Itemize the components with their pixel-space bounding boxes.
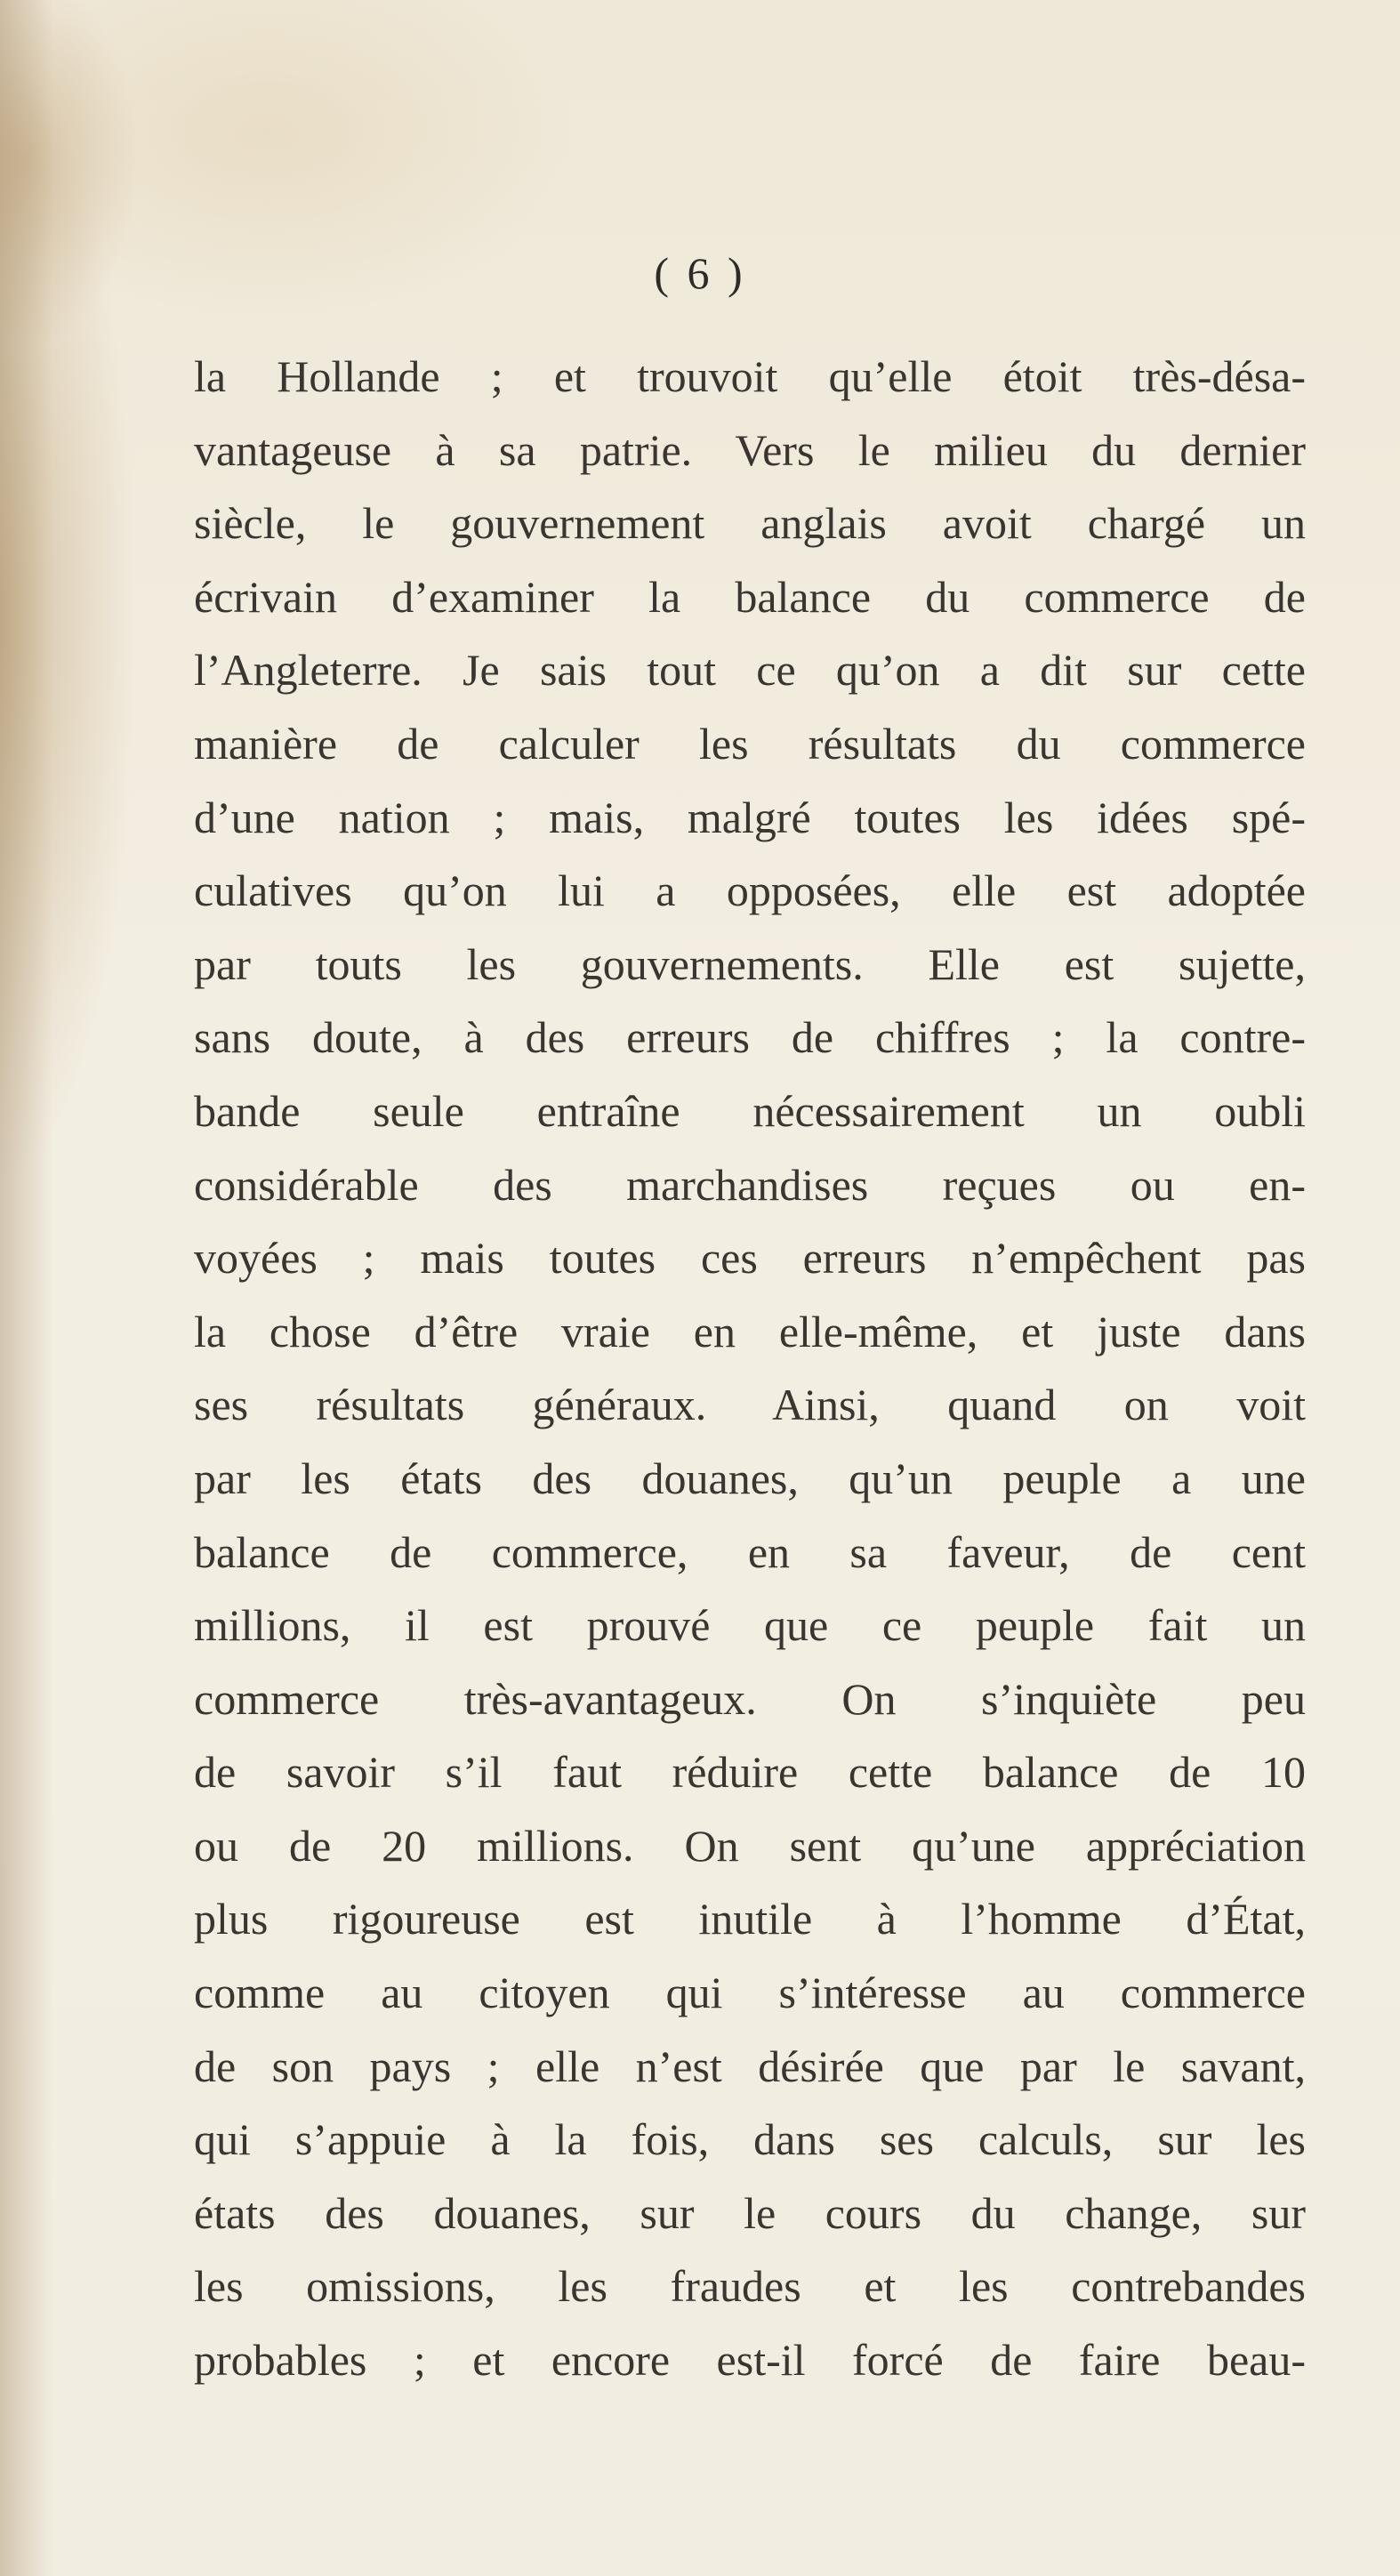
text-line: millions, il est prouvé que ce peuple fait un (194, 1600, 1306, 1651)
body-text (194, 340, 1306, 2397)
text-line: vantageuse à sa patrie. Vers le milieu du dernier (194, 424, 1306, 475)
text-line: culatives qu’on lui a opposées, elle est adoptée (194, 865, 1306, 916)
text-line: de savoir s’il faut réduire cette balance de 10 (194, 1747, 1306, 1798)
text-line: la Hollande ; et trouvoit qu’elle étoit très-désa- (194, 351, 1306, 401)
text-line: considérable des marchandises reçues ou en- (194, 1159, 1306, 1210)
text-line: siècle, le gouvernement anglais avoit chargé un (194, 498, 1306, 549)
text-line: par les états des douanes, qu’un peuple a une (194, 1453, 1306, 1503)
text-line: états des douanes, sur le cours du change, sur (194, 2187, 1306, 2238)
text-line: plus rigoureuse est inutile à l’homme d’État, (194, 1894, 1306, 1944)
page-edge-stain (0, 0, 53, 2576)
text-line: voyées ; mais toutes ces erreurs n’empêchent pas (194, 1233, 1306, 1284)
text-line: par touts les gouvernements. Elle est sujette, (194, 938, 1306, 989)
text-line: sans doute, à des erreurs de chiffres ; la contre- (194, 1012, 1306, 1063)
text-line: écrivain d’examiner la balance du commerce de (194, 571, 1306, 622)
text-line: de son pays ; elle n’est désirée que par le savant, (194, 2041, 1306, 2091)
text-line: la chose d’être vraie en elle-même, et juste dans (194, 1306, 1306, 1356)
text-line: bande seule entraîne nécessairement un oubli (194, 1085, 1306, 1136)
text-line: manière de calculer les résultats du commerce (194, 718, 1306, 769)
page-number: ( 6 ) (654, 248, 746, 298)
text-line: probables ; et encore est-il forcé de faire beau- (194, 2335, 1306, 2386)
text-line: ses résultats généraux. Ainsi, quand on voit (194, 1380, 1306, 1430)
text-line: commerce très-avantageux. On s’inquiète peu (194, 1673, 1306, 1724)
text-line: ou de 20 millions. On sent qu’une appréciation (194, 1820, 1306, 1871)
text-line: comme au citoyen qui s’intéresse au commerce (194, 1968, 1306, 2018)
text-line: d’une nation ; mais, malgré toutes les idées spé- (194, 792, 1306, 842)
text-line: balance de commerce, en sa faveur, de cent (194, 1526, 1306, 1577)
text-line: les omissions, les fraudes et les contrebandes (194, 2261, 1306, 2312)
text-line: l’Angleterre. Je sais tout ce qu’on a dit sur cette (194, 645, 1306, 696)
text-line: qui s’appuie à la fois, dans ses calculs, sur les (194, 2114, 1306, 2165)
